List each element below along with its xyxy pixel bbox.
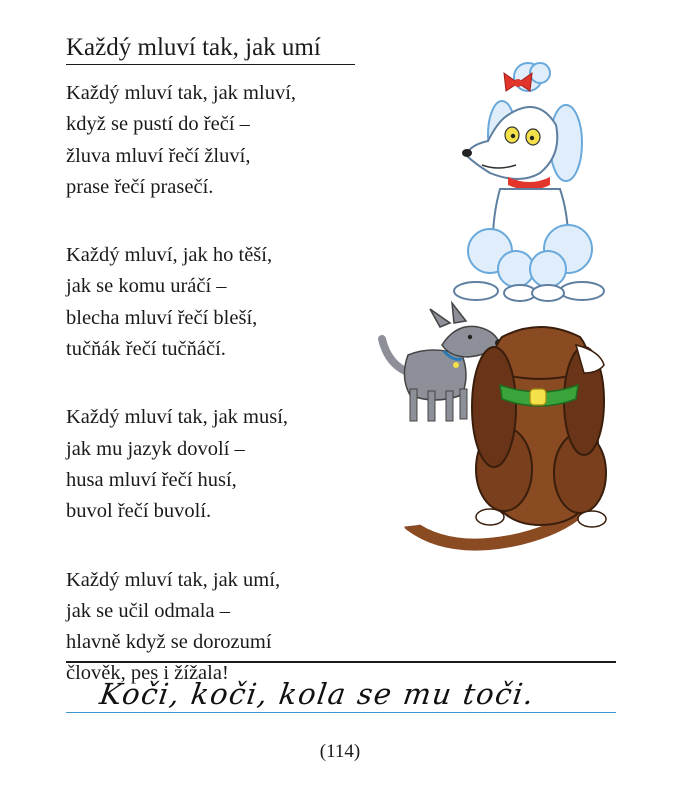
- poem-line: jak mu jazyk dovolí –: [66, 437, 245, 460]
- stanza-1: [66, 78, 296, 203]
- poem-line: hlavně když se dorozumí: [66, 631, 272, 654]
- poodle-illustration: [454, 63, 604, 301]
- stanza-2: [66, 240, 296, 365]
- poem-line: prase řečí prasečí.: [66, 175, 214, 198]
- page-number: (114): [319, 741, 361, 762]
- poem-line: tučňák řečí tučňáčí.: [66, 338, 226, 361]
- dogs-illustration: [370, 55, 670, 575]
- poem-line: když se pustí do řečí –: [66, 113, 250, 136]
- stanza-3: [66, 402, 296, 527]
- poem-line: blecha mluví řečí bleší,: [66, 306, 258, 329]
- poem-line: Každý mluví, jak ho těší,: [66, 244, 273, 267]
- poem-line: Každý mluví tak, jak umí,: [66, 568, 281, 591]
- poem-body: [66, 78, 296, 727]
- poem-line: jak se učil odmala –: [66, 599, 230, 622]
- poem-line: husa mluví řečí husí,: [66, 468, 237, 491]
- title-underline: [66, 64, 355, 65]
- poem-line: Každý mluví tak, jak mluví,: [66, 82, 297, 104]
- separator-rule: [66, 661, 616, 663]
- poem-line: buvol řečí buvolí.: [66, 500, 212, 523]
- poem-line: člověk, pes i žížala!: [66, 662, 229, 685]
- poem-title: Každý mluví tak, jak umí: [66, 34, 321, 61]
- handwriting-line: Koči, koči, kola se mu toči.: [97, 677, 537, 711]
- poem-line: jak se komu uráčí –: [66, 275, 227, 298]
- stanza-4: [66, 565, 296, 690]
- handwriting-baseline: [66, 712, 616, 713]
- poem-line: žluva mluví řečí žluví,: [66, 144, 251, 167]
- poem-line: Každý mluví tak, jak musí,: [66, 406, 289, 429]
